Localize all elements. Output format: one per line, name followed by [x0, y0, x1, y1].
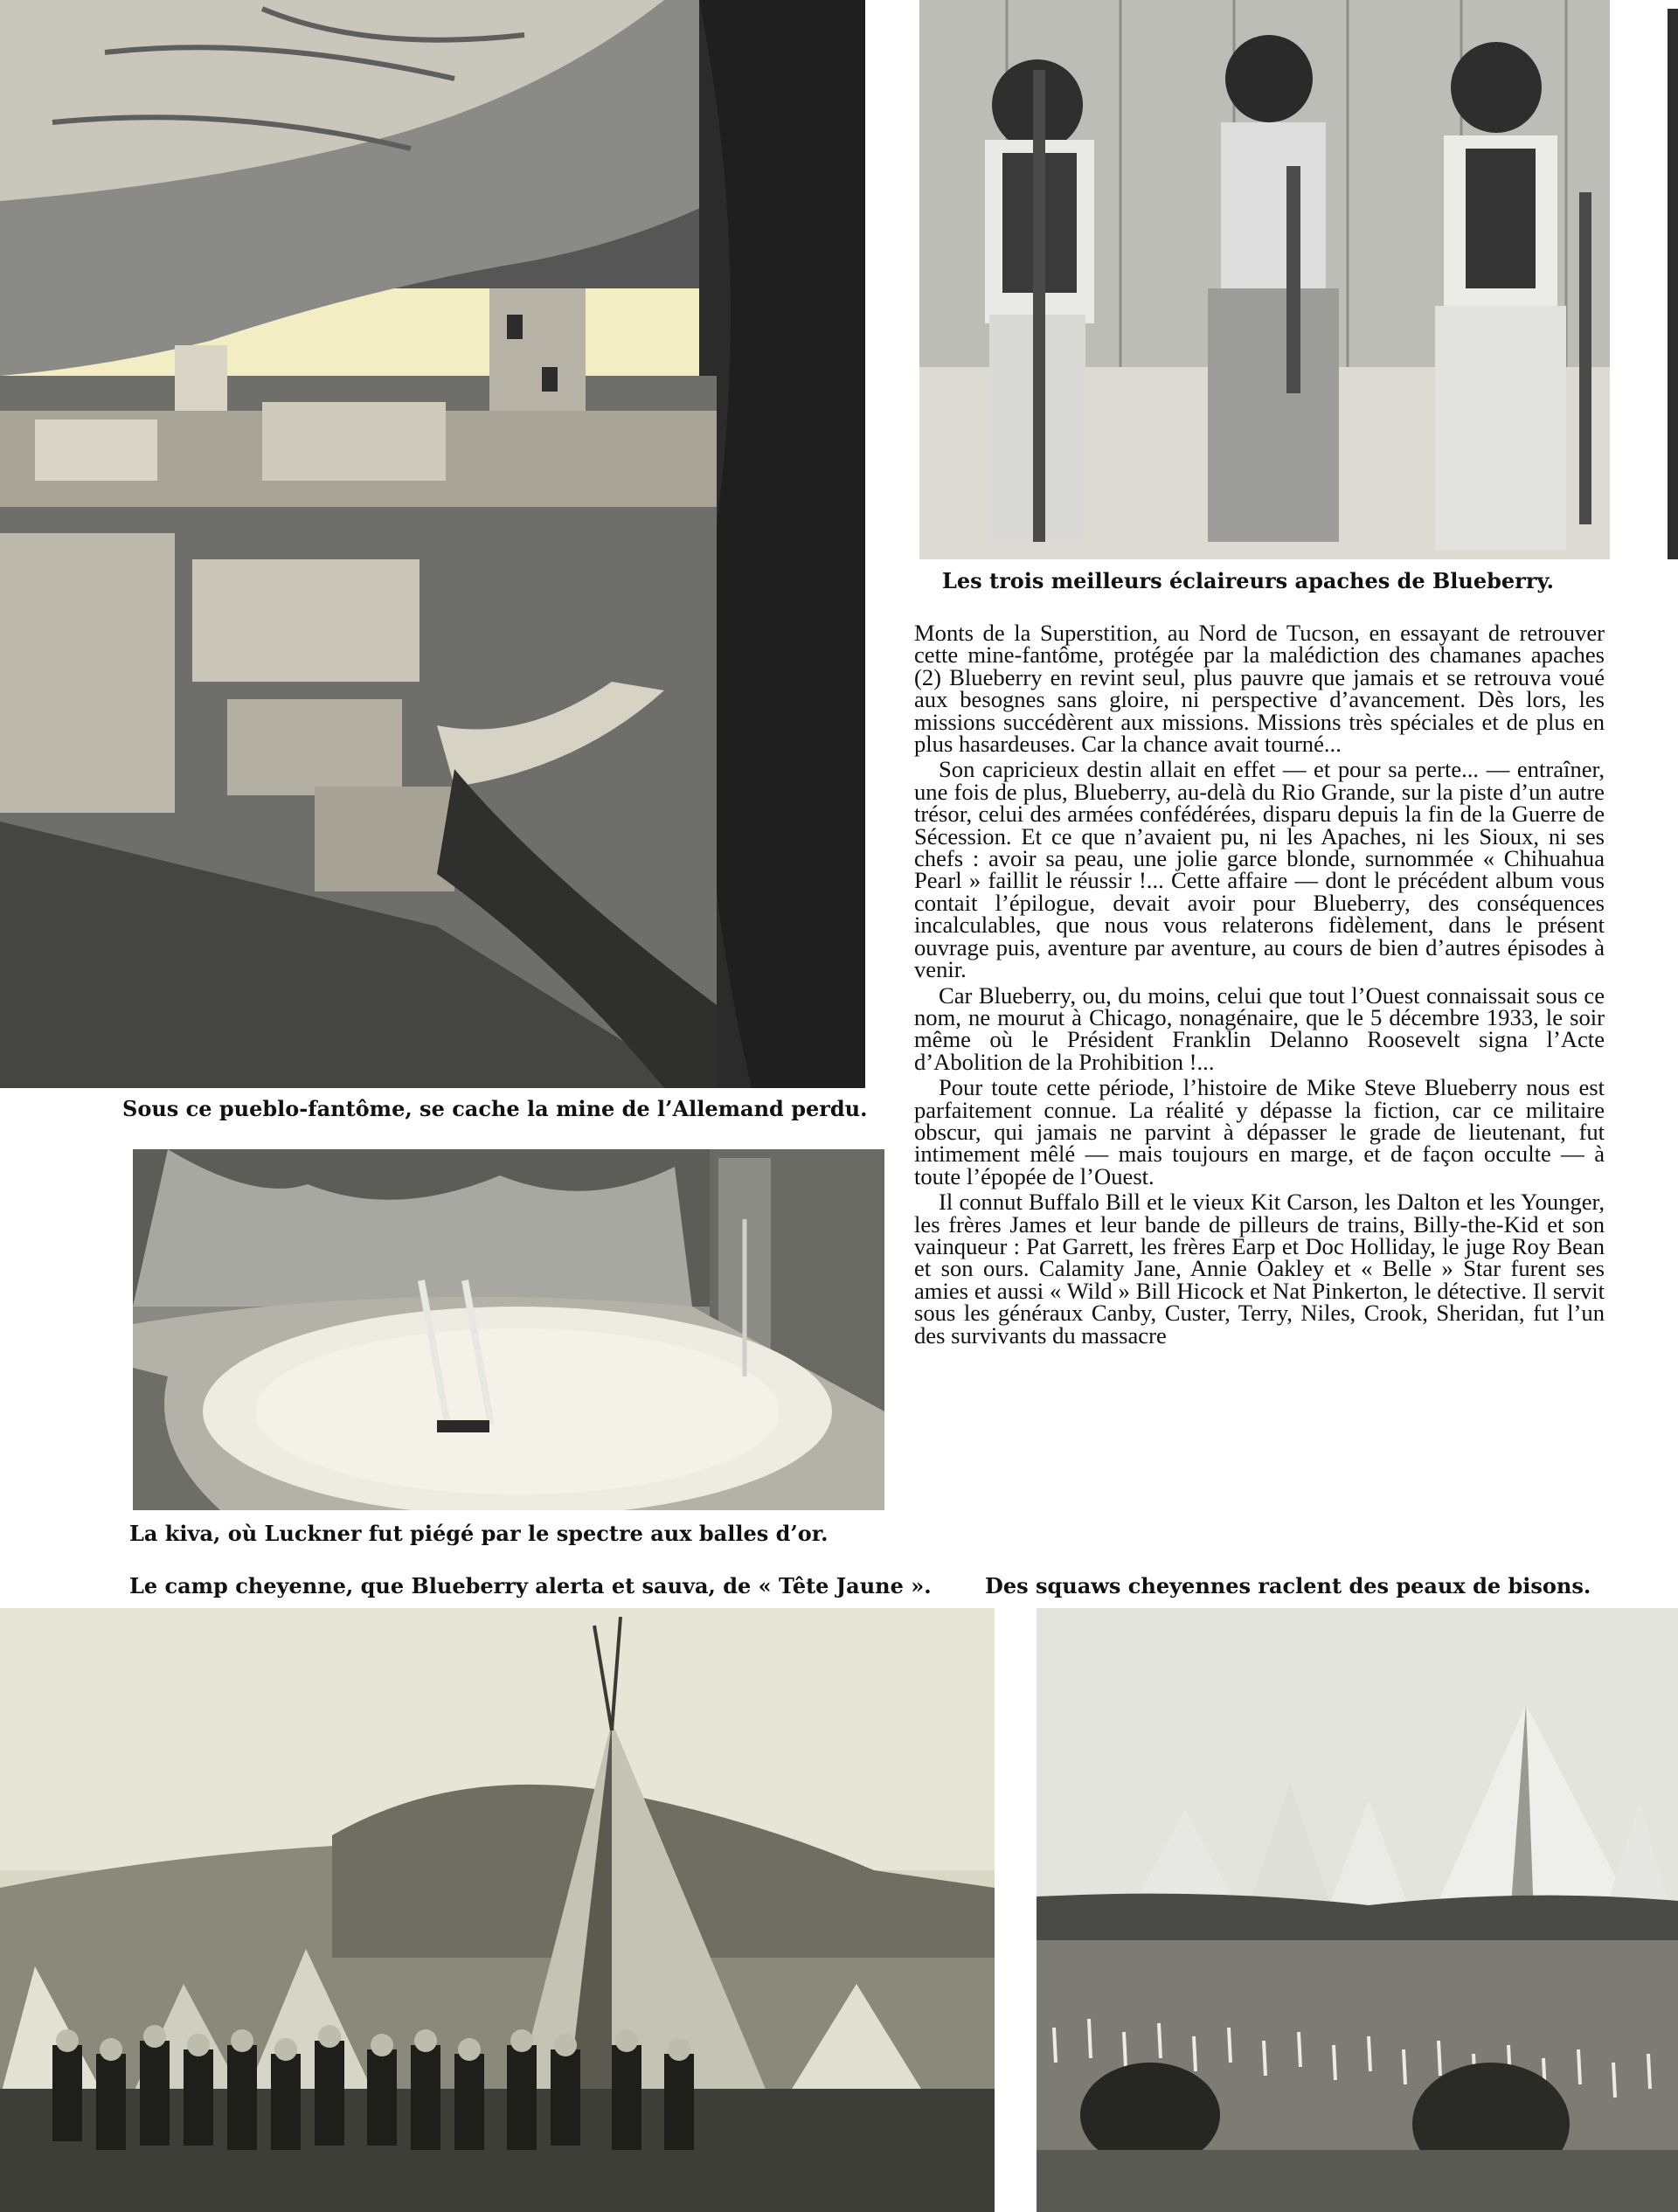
squaws-caption: Des squaws cheyennes raclent des peaux de bisons.: [985, 1573, 1591, 1598]
article-paragraph: Son capricieux destin allait en effet — et pour sa perte... — entraîner, une fois de plus, Blueberry, au-delà du Rio Grande, sur la piste d’un autre trésor, celui des armées confédérées, disparu depuis la fin de la Guerre de Sécession. Et ce que n’avaient pu, ni les Apaches, ni les Sioux, ni ses chefs : avoir sa peau, une jolie garce blonde, surnommée « Chihuahua Pearl » faillit le réussir !... Cette affaire — dont le précédent album vous contait l’épilogue, devait avoir pour Blueberry, des conséquences incalculables, que nous vous relaterons fidèlement, dans le présent ouvrage puis, aventure par aventure, au cours de bien d’autres épisodes à venir.: [914, 756, 1605, 983]
squaws-photo: [1037, 1608, 1678, 2212]
kiva-caption: La kiva, où Luckner fut piégé par le spectre aux balles d’or.: [129, 1521, 829, 1546]
article-paragraph: Il connut Buffalo Bill et le vieux Kit Carson, les Dalton et les Younger, les frères James et leur bande de pilleurs de trains, Billy-the-Kid et son vainqueur : Pat Garrett, les frères Earp et Doc Holliday, le juge Roy Bean et son ours. Calamity Jane, Annie Oakley et « Belle » Star furent ses amies et aussi « Wild » Bill Hicock et Nat Pinkerton, le détective. Il servit sous les généraux Canby, Custer, Terry, Niles, Crook, Sheridan, fut l’un des survivants du massacre: [914, 1189, 1605, 1349]
camp-caption: Le camp cheyenne, que Blueberry alerta et sauva, de « Tête Jaune ».: [129, 1573, 932, 1598]
scouts-photo: [919, 0, 1610, 559]
article-paragraph: Pour toute cette période, l’histoire de Mike Steve Blueberry nous est parfaitement connue. La réalité y dépasse la fiction, car ce militaire obscur, qui jamais ne parvint à dépasser le grade de lieutenant, fut intimement mêlé — mais toujours en marge, et de façon occulte — à toute l’épopée de l’Ouest.: [914, 1074, 1605, 1189]
pueblo-photo: [0, 0, 865, 1088]
camp-photo: [0, 1608, 995, 2212]
article-body: [914, 622, 1605, 1350]
scouts-caption: Les trois meilleurs éclaireurs apaches de Blueberry.: [942, 568, 1555, 593]
article-paragraph: Car Blueberry, ou, du moins, celui que tout l’Ouest connaissait sous ce nom, ne mourut à Chicago, nonagénaire, que le 5 décembre 1933, le soir même où le Président Franklin Delanno Roosevelt signa l’Acte d’Abolition de la Prohibition !...: [914, 981, 1605, 1075]
kiva-photo: [133, 1149, 884, 1510]
article-paragraph: Monts de la Superstition, au Nord de Tucson, en essayant de retrouver cette mine-fantôme, protégée par la malédiction des chamanes apaches (2) Blueberry en revint seul, plus pauvre que jamais et se retrouva voué aux besognes sans gloire, ni perspective d’avancement. Dès lors, les missions succédèrent aux missions. Missions très spéciales et de plus en plus hasardeuses. Car la chance avait tourné...: [914, 620, 1605, 758]
adjacent-page-edge: [1668, 9, 1678, 559]
pueblo-caption: Sous ce pueblo-fantôme, se cache la mine de l’Allemand perdu.: [122, 1096, 868, 1121]
